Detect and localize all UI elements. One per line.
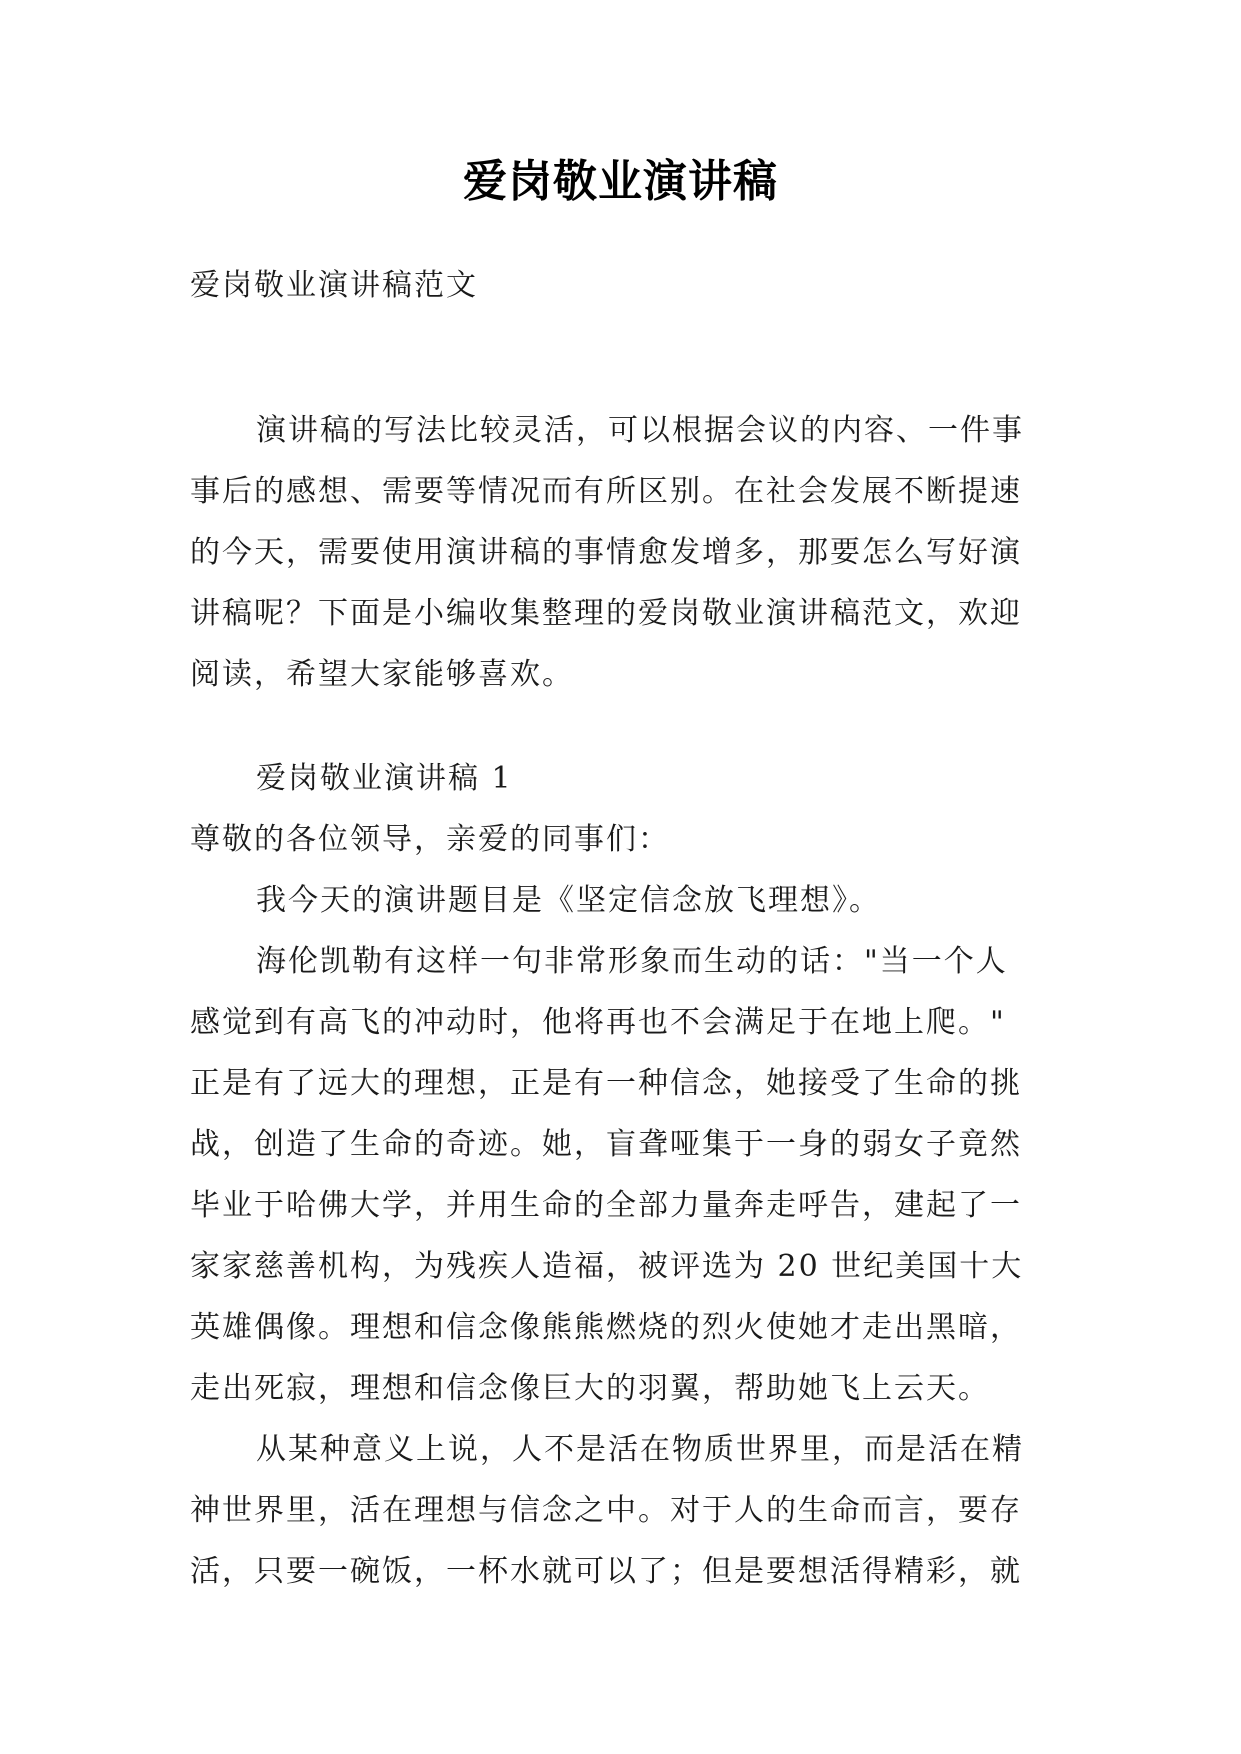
intro-line: 讲稿呢？下面是小编收集整理的爱岗敬业演讲稿范文，欢迎 [190, 596, 1022, 631]
salutation: 尊敬的各位领导，亲爱的同事们： [190, 822, 670, 857]
paragraph-line: 神世界里，活在理想与信念之中。对于人的生命而言，要存 [190, 1493, 1022, 1528]
paragraph-line: 海伦凯勒有这样一句非常形象而生动的话："当一个人 [256, 944, 1008, 979]
paragraph-line: 毕业于哈佛大学，并用生命的全部力量奔走呼告，建起了一 [190, 1188, 1022, 1223]
paragraph-line: 活，只要一碗饭，一杯水就可以了；但是要想活得精彩，就 [190, 1554, 1022, 1589]
intro-paragraph [190, 400, 1070, 705]
paragraph-line: 走出死寂，理想和信念像巨大的羽翼，帮助她飞上云天。 [190, 1371, 990, 1406]
paragraph-line: 感觉到有高飞的冲动时，他将再也不会满足于在地上爬。" [190, 1005, 1006, 1040]
paragraph-line: 英雄偶像。理想和信念像熊熊燃烧的烈火使她才走出黑暗， [190, 1310, 1022, 1345]
intro-line: 演讲稿的写法比较灵活，可以根据会议的内容、一件事 [256, 413, 1024, 448]
intro-line: 事后的感想、需要等情况而有所区别。在社会发展不断提速 [190, 474, 1022, 509]
document-title: 爱岗敬业演讲稿 [463, 156, 778, 207]
intro-line: 阅读，希望大家能够喜欢。 [190, 657, 574, 692]
topic-line: 我今天的演讲题目是《坚定信念放飞理想》。 [256, 883, 881, 918]
paragraph-line: 正是有了远大的理想，正是有一种信念，她接受了生命的挑 [190, 1066, 1022, 1101]
paragraph-line: 战，创造了生命的奇迹。她，盲聋哑集于一身的弱女子竟然 [190, 1127, 1022, 1162]
paragraph-line: 从某种意义上说，人不是活在物质世界里，而是活在精 [256, 1432, 1024, 1467]
intro-line: 的今天，需要使用演讲稿的事情愈发增多，那要怎么写好演 [190, 535, 1022, 570]
section-heading: 爱岗敬业演讲稿 1 [256, 761, 513, 796]
document-subtitle: 爱岗敬业演讲稿范文 [190, 268, 478, 303]
paragraph-line: 家家慈善机构，为残疾人造福，被评选为 20 世纪美国十大 [190, 1249, 1024, 1284]
speech-section [190, 748, 1070, 1602]
